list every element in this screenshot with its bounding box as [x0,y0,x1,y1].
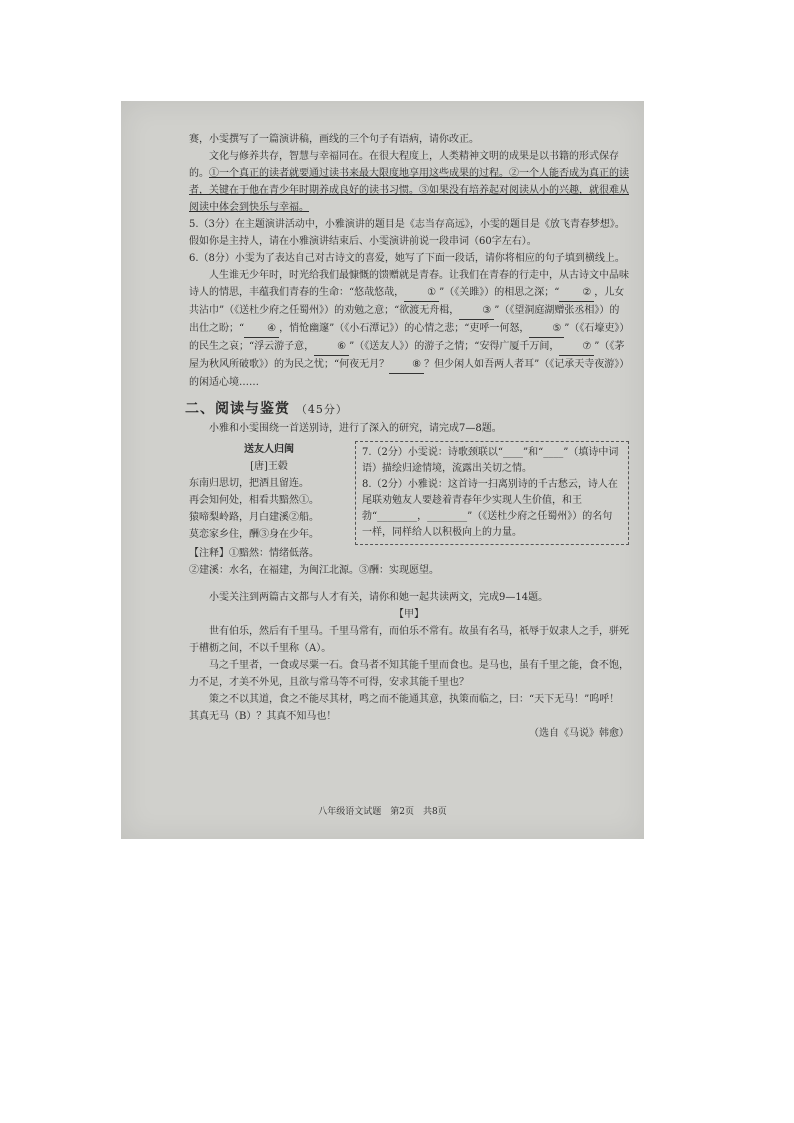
poem-line-2: 再会知何处，相看共黯然①。 [189,495,319,506]
q6-text-9: ？但少闲人如吾两人者耳”（《记承天寺夜游》）的闲适心境…… [189,359,625,388]
blank-7[interactable]: ⑦ [559,338,594,356]
blank-6[interactable]: ⑥ [314,338,349,356]
speech-sentence-2: ②一个人能否成为真正的读者，关键在于他在青少年时期养成良好的读书习惯。 [189,168,629,196]
q6-text-1: 人生谁无少年时，时光给我们最慷慨的馈赠就是青春。让我们在青春的行走中，从古诗文中品味诗人的情思，丰蕴我们青春的生命：“悠哉悠哉， [189,270,629,298]
page-content [185,131,629,742]
poem-title: 送友人归闽 [244,444,294,455]
question-8: 8.（2分）小雅说：这首诗一扫离别诗的千古愁云，诗人在尾联劝勉友人要趁着青春年少实现人生价值，和王勃“________，________”（《送杜少府之任蜀州》）的名句一样，同样给人以积极向上的力量。 [362,479,618,538]
section-2-title-text: 二、阅读与鉴赏 [185,401,290,417]
passage-paragraph: 世有伯乐，然后有千里马。千里马常有，而伯乐不常有。故虽有名马，祇辱于奴隶人之手，骈死于槽枥之间，不以千里称（A）。 [189,626,629,654]
section-2-score: （45分） [295,403,348,416]
q6-text-2: ”（《关雎》）的相思之深；“ [439,287,560,298]
speech-paragraph [189,148,629,216]
poem [189,441,349,545]
passage-source: （选自《马说》韩愈） [529,728,629,739]
poem-notes [189,545,629,579]
blank-5[interactable]: ⑤ [529,320,564,338]
passage-paragraph: 策之不以其道，食之不能尽其材，鸣之而不能通其意，执策而临之，曰：“天下无马！”呜呼！其真无马（B）？其真不知马也！ [189,694,620,722]
question-6-passage [189,267,629,391]
notes-line-1: 【注释】①黯然：情绪低落。 [189,548,319,559]
blank-2[interactable]: ② [559,284,594,302]
speech-sentence-3: ③如果没有培养起对阅读从小的兴趣，就很难从阅读中体会到快乐与幸福。 [189,185,629,213]
passage-paragraph: 马之千里者，一食或尽粟一石。食马者不知其能千里而食也。是马也，虽有千里之能，食不饱，力不足，才美不外见，且欲与常马等不可得，安求其能千里也？ [189,660,629,688]
q6-text-6: ”（《石壕吏》）的民生之哀；“浮云游子意， [189,323,625,352]
poem-line-1: 东南归思切，把酒且留连。 [189,478,309,489]
question-box [355,441,629,545]
question-6-stem: 6.（8分）小雯为了表达自己对古诗文的喜爱，她写了下面一段话，请你将相应的句子填到横线上。 [189,253,625,264]
blank-8[interactable]: ⑧ [389,356,424,374]
blank-4[interactable]: ④ [244,320,279,338]
section-2-intro: 小雅和小雯围绕一首送别诗，进行了深入的研究，请完成7—8题。 [209,423,502,434]
q6-text-4: ”（《望洞庭湖赠张丞相》）的出仕之盼；“ [189,305,620,334]
scanned-exam-page [121,101,644,839]
q6-text-5: ，悄怆幽邃”（《小石潭记》）的心情之悲；“吏呼一何怒， [279,323,530,334]
poem-line-4: 莫恋家乡住，酬③身在少年。 [189,529,319,540]
section-2-title [185,401,629,418]
poem-and-questions [189,441,629,545]
q6-text-8: ”（《茅屋为秋风所破歌》）的为民之忧；“何夜无月？ [189,341,625,370]
blank-1[interactable]: ① [404,284,439,302]
poem-author: [唐]王毂 [250,461,288,472]
poem-line-3: 猿啼梨岭路，月白建溪②船。 [189,512,319,523]
speech-intro: 文化与修养共存，智慧与幸福同在。在很大程度上，人类精神文明的成果是以书籍的形式保存的。 [189,151,619,179]
classical-passage [189,589,629,742]
question-5: 5.（3分）在主题演讲活动中，小雅演讲的题目是《志当存高远》，小雯的题目是《放飞青春梦想》。假如你是主持人，请在小雅演讲结束后、小雯演讲前说一段串词（60字左右）。 [189,219,625,247]
speech-sentence-1: ①一个真正的读者就要通过读书来最大限度地享用这些成果的过程。 [209,168,509,179]
page-footer: 八年级语文试题 第2页 共8页 [318,807,447,817]
q6-text-7: ”（《送友人》）的游子之情；“安得广厦千万间， [349,341,560,352]
passage-intro: 小雯关注到两篇古文都与人才有关，请你和她一起共读两文，完成9—14题。 [209,592,549,603]
notes-line-2: ②建溪：水名，在福建，为闽江北源。③酬：实现愿望。 [189,565,439,576]
blank-3[interactable]: ③ [459,302,494,320]
passage-label: 【甲】 [394,609,424,620]
q6-text-3: ，儿女共沾巾”（《送杜少府之任蜀州》）的劝勉之意；“欲渡无舟楫， [189,287,625,316]
header-line: 赛，小雯撰写了一篇演讲稿，画线的三个句子有语病，请你改正。 [189,134,479,145]
question-7: 7.（2分）小雯说：诗歌颈联以“____”和“____”（填诗中词语）描绘归途情境，流露出关切之情。 [362,447,619,474]
